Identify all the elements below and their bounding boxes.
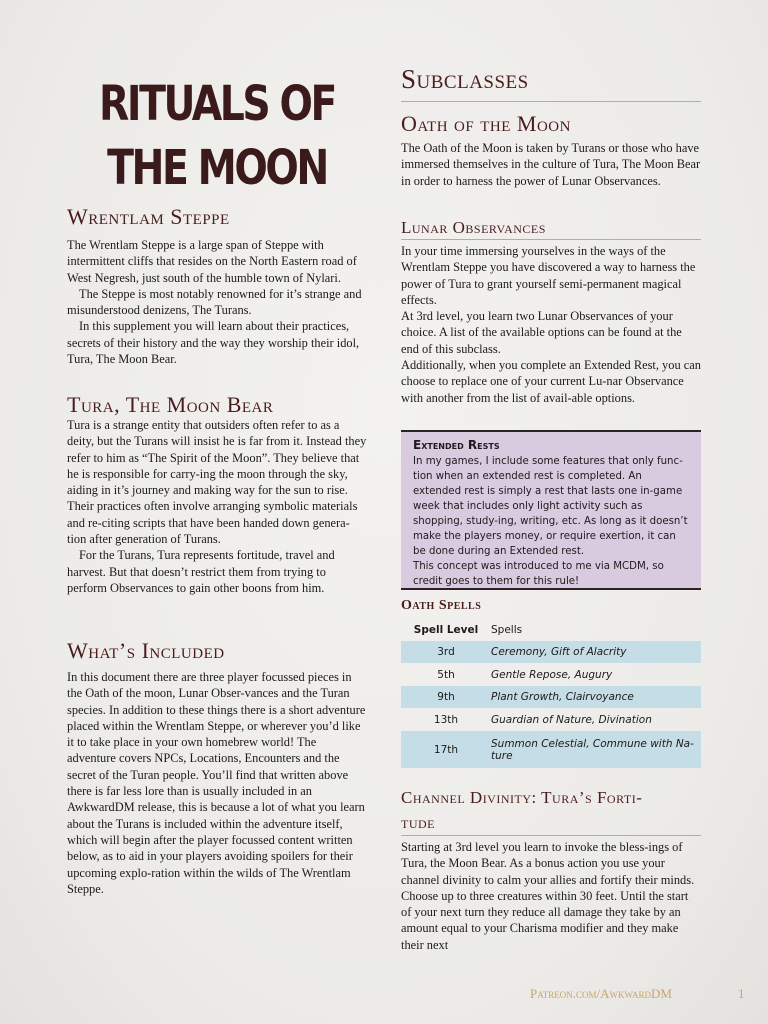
heading-whats-included: What’s Included	[67, 638, 225, 663]
section-included	[67, 669, 367, 897]
section-tura	[67, 417, 367, 596]
heading-oath-spells: Oath Spells	[401, 598, 482, 613]
paragraph: At 3rd level, you learn two Lunar Observances of your choice. A list of the available options can be found at the end of this subclass.	[401, 309, 682, 356]
paragraph: The Oath of the Moon is taken by Turans or those who have immersed themselves in the culture of Tura, The Moon Bear in order to harness the power of Lunar Observances.	[401, 141, 701, 188]
title-line-1: RITUALS OF	[99, 76, 335, 132]
section-wrentlam	[67, 237, 367, 367]
table-row	[401, 686, 701, 708]
heading-lunar-observances: Lunar Observances	[401, 218, 546, 237]
page-title	[94, 72, 340, 200]
spell-list: Summon Celestial, Commune with Na-ture	[491, 737, 694, 762]
paragraph: Tura is a strange entity that outsiders often refer to as a deity, but the Turans will insist he is far from it. Instead they refer to him as “The Spirit of the Moon”. They believe that he is responsible for carry-ing the moon through the sky, aiding in it’s journey and making way for the sun to rise. Their practices often involve arranging symbolic materials and re-citing scripts that have been handed down genera-tion after generation of Turans.	[67, 418, 367, 547]
note-body: This concept was introduced to me via MCDM, so credit goes to them for this rule!	[413, 561, 664, 587]
table-row	[401, 641, 701, 663]
paragraph: Additionally, when you complete an Extended Rest, you can choose to replace one of your current Lu-nar Observance with another from the list of avail-able options.	[401, 358, 701, 405]
heading-wrentlam-steppe: Wrentlam Steppe	[67, 204, 230, 229]
oath-spells-table	[401, 619, 701, 768]
spell-list: Gentle Repose, Augury	[491, 668, 613, 681]
paragraph: For the Turans, Tura represents fortitude, travel and harvest. But that doesn’t restrict them from trying to perform Observances to gain other boons from him.	[67, 548, 335, 595]
heading-rule	[401, 835, 701, 836]
heading-rule	[401, 101, 701, 102]
heading-rule	[401, 239, 701, 240]
column-header-spells: Spells	[491, 624, 523, 636]
note-title: Extended Rests	[413, 438, 500, 452]
page-number: 1	[738, 986, 745, 1001]
heading-subclasses: Subclasses	[401, 64, 529, 94]
column-header-level: Spell Level	[413, 624, 479, 636]
spell-list: Plant Growth, Clairvoyance	[491, 691, 634, 703]
extended-rests-note	[401, 430, 701, 590]
paragraph: The Steppe is most notably renowned for it’s strange and misunderstood denizens, The Turans.	[67, 286, 362, 318]
spell-level: 17th	[433, 743, 459, 756]
footer-patreon-link[interactable]: Patreon.com/AwkwardDM	[530, 986, 672, 1001]
spell-level: 3rd	[437, 646, 455, 658]
heading-channel-divinity-line-1: Channel Divinity: Tura’s Forti-	[401, 788, 643, 807]
paragraph: In this supplement you will learn about their practices, secrets of their history and the way they worship their idol, Tura, The Moon Bear.	[67, 319, 360, 367]
spell-level: 13th	[433, 713, 459, 726]
heading-tura: Tura, The Moon Bear	[67, 392, 274, 417]
heading-oath-of-the-moon: Oath of the Moon	[401, 111, 571, 136]
title-line-2: THE MOON	[107, 140, 327, 196]
spell-level: 5th	[437, 668, 455, 681]
note-body: In my games, I include some features that only func-tion when an extended rest is completed. An extended rest is simply a rest that lasts one in-game week that includes only light activity such as shopping, study-ing, writing, etc. As long as it doesn’t make the players money, or require exertion, it can be done during an Extended rest.	[413, 456, 688, 557]
section-channel-divinity	[401, 839, 701, 953]
paragraph: The Wrentlam Steppe is a large span of Steppe with intermittent cliffs that resides on the North Eastern road of West Negresh, just south of the humble town of Nylari.	[67, 238, 357, 285]
section-oath	[401, 140, 701, 189]
paragraph: Starting at 3rd level you learn to invoke the bless-ings of Tura, the Moon Bear. As a bonus action you use your channel divinity to calm your allies and fortify their minds. Choose up to three creatures within 30 feet. Until the start of your next turn they reduce all damage they take by an amount equal to your Charisma modifier and they make their next	[401, 840, 695, 952]
table-row	[401, 663, 701, 686]
heading-channel-divinity-line-2: tude	[401, 813, 435, 832]
table-header	[401, 619, 701, 641]
spell-level: 9th	[437, 691, 455, 703]
spell-list: Guardian of Nature, Divination	[491, 713, 652, 726]
paragraph: In this document there are three player focussed pieces in the Oath of the moon, Lunar Obser-vances and the Turan species. In addition to these things there is a short adventure placed within the Wrentlam Steppe, or wherever you’d like it to take place in your own homebrew world! The adventure covers NPCs, Locations, Encounters and the secret of the Turan people. You’ll find that written above there is far less lore than is usually included in an AwkwardDM release, this is because a lot of what you learn about the Turans is included within the adventure itself, which will begin after the player focussed content written below, as to aid in your players avoiding spoilers for their upcoming explo-ration within the wilds of The Wrentlam Steppe.	[67, 670, 366, 896]
paragraph: In your time immersing yourselves in the ways of the Wrentlam Steppe you have discovered a way to harness the power of Tura to grant yourself semi-permanent magical effects.	[401, 244, 696, 307]
spell-list: Ceremony, Gift of Alacrity	[491, 646, 627, 658]
section-lunar	[401, 243, 701, 406]
table-row	[401, 731, 701, 768]
table-row	[401, 708, 701, 731]
